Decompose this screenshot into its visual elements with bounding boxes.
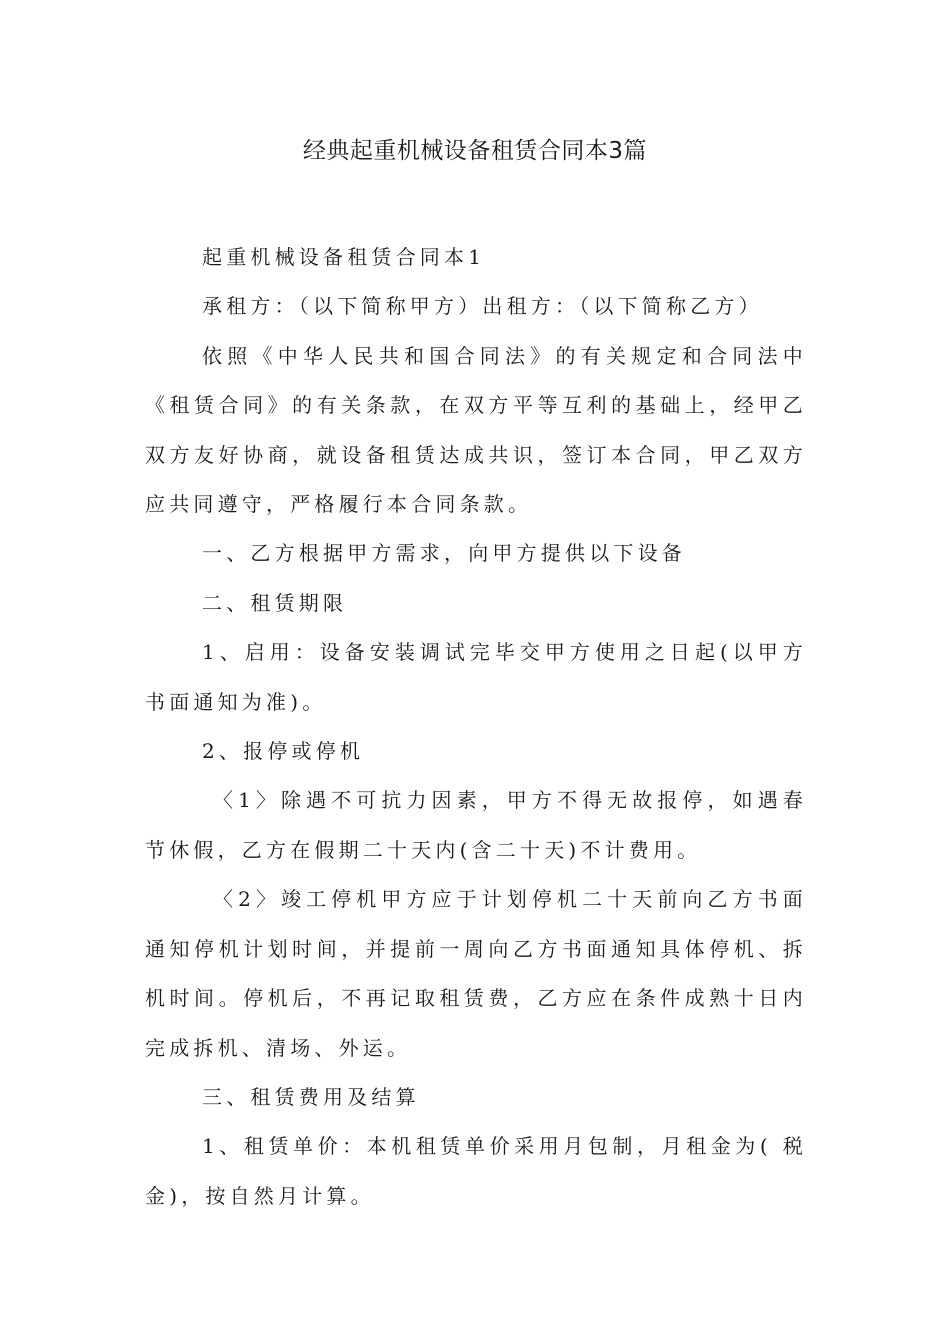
parties-line: 承租方：（以下简称甲方）出租方：（以下简称乙方） xyxy=(202,294,763,319)
document-title: 经典起重机械设备租赁合同本3篇 xyxy=(302,138,648,164)
clause-2-2: 2、报停或停机 xyxy=(202,739,365,764)
clause-3-1: 1、租赁单价：本机租赁单价采用月包制，月租金为( 税金)，按自然月计算。 xyxy=(145,1134,807,1208)
contract-subtitle: 起重机械设备租赁合同本1 xyxy=(202,245,486,269)
clause-2-2-1: 〈1〉除遇不可抗力因素，甲方不得无故报停，如遇春节休假，乙方在假期二十天内(含二十天)不计费用。 xyxy=(145,788,807,862)
section-heading-3: 三、租赁费用及结算 xyxy=(202,1084,420,1109)
preamble-paragraph: 依照《中华人民共和国合同法》的有关规定和合同法中《租赁合同》的有关条款，在双方平等互利的基础上，经甲乙双方友好协商，就设备租赁达成共识，签订本合同，甲乙双方应共同遵守，严格履行本合同条款。 xyxy=(145,343,807,517)
clause-2-1: 1、启用：设备安装调试完毕交甲方使用之日起(以甲方书面通知为准)。 xyxy=(145,640,807,714)
clause-2-2-2: 〈2〉竣工停机甲方应于计划停机二十天前向乙方书面通知停机计划时间，并提前一周向乙方书面通知具体停机、拆机时间。停机后，不再记取租赁费，乙方应在条件成熟十日内完成拆机、清场、外运。 xyxy=(145,887,807,1060)
section-heading-2: 二、租赁期限 xyxy=(202,590,348,615)
section-heading-1: 一、乙方根据甲方需求，向甲方提供以下设备 xyxy=(202,541,686,566)
document-body xyxy=(145,233,807,1221)
